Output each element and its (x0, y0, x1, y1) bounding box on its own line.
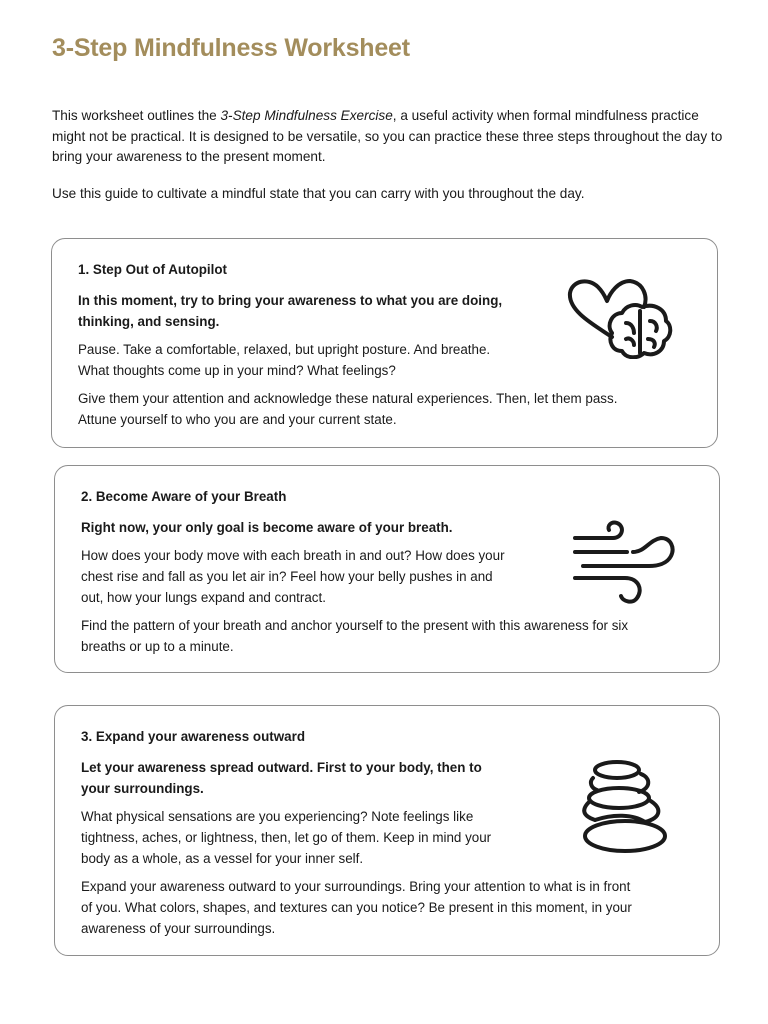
text-line: Give them your attention and acknowledge these natural experiences. Then, let them pass. (78, 391, 618, 406)
step-3-paragraph-2 (81, 876, 696, 939)
step-3-card (54, 705, 720, 956)
intro-text: This worksheet outlines the (52, 108, 221, 123)
heart-brain-icon (564, 277, 674, 359)
text-line: Find the pattern of your breath and anchor yourself to the present with this awareness for six (81, 618, 629, 633)
step-2-heading: 2. Become Aware of your Breath (81, 489, 287, 504)
exercise-name: 3-Step Mindfulness Exercise (220, 108, 393, 123)
text-line: Attune yourself to who you are and your current state. (78, 412, 397, 427)
text-line: body as a whole, as a vessel for your inner self. (81, 851, 364, 866)
step-3-heading: 3. Expand your awareness outward (81, 729, 305, 744)
text-line: tightness, aches, or lightness, then, let go of them. Keep in mind your (81, 830, 492, 845)
text-line: Expand your awareness outward to your surroundings. Bring your attention to what is in front (81, 879, 631, 894)
step-1-paragraph-2 (78, 388, 678, 430)
intro-paragraph-1 (52, 106, 732, 168)
wind-icon (569, 518, 679, 604)
text-line: Let your awareness spread outward. First to your body, then to (81, 760, 482, 775)
text-line: chest rise and fall as you let air in? Feel how your belly pushes in and (81, 569, 493, 584)
text-line: awareness of your surroundings. (81, 921, 276, 936)
intro-paragraph-2: Use this guide to cultivate a mindful state that you can carry with you throughout the day. (52, 185, 585, 201)
text-line: What thoughts come up in your mind? What feelings? (78, 363, 396, 378)
step-2-card (54, 465, 720, 673)
step-1-heading: 1. Step Out of Autopilot (78, 262, 228, 277)
text-line: What physical sensations are you experiencing? Note feelings like (81, 809, 474, 824)
text-line: Pause. Take a comfortable, relaxed, but upright posture. And breathe. (78, 342, 491, 357)
step-2-paragraph-2 (81, 615, 691, 657)
text-line: your surroundings. (81, 781, 204, 796)
text-line: out, how your lungs expand and contract. (81, 590, 326, 605)
intro-text: , a useful activity when formal mindfulness practice might not be practical. It is designed to be versatile, so you can practice these three steps throughout the day to bring your awareness to the present moment. (52, 108, 723, 164)
text-line: In this moment, try to bring your awareness to what you are doing, (78, 293, 503, 308)
intro (52, 106, 732, 220)
step-1-card (51, 238, 718, 448)
text-line: How does your body move with each breath in and out? How does your (81, 548, 505, 563)
stacked-stones-icon (579, 758, 675, 858)
text-line: of you. What colors, shapes, and textures can you notice? Be present in this moment, in your (81, 900, 632, 915)
text-line: Right now, your only goal is become aware of your breath. (81, 520, 453, 535)
text-line: breaths or up to a minute. (81, 639, 234, 654)
page-title: 3-Step Mindfulness Worksheet (52, 34, 410, 62)
text-line: thinking, and sensing. (78, 314, 220, 329)
